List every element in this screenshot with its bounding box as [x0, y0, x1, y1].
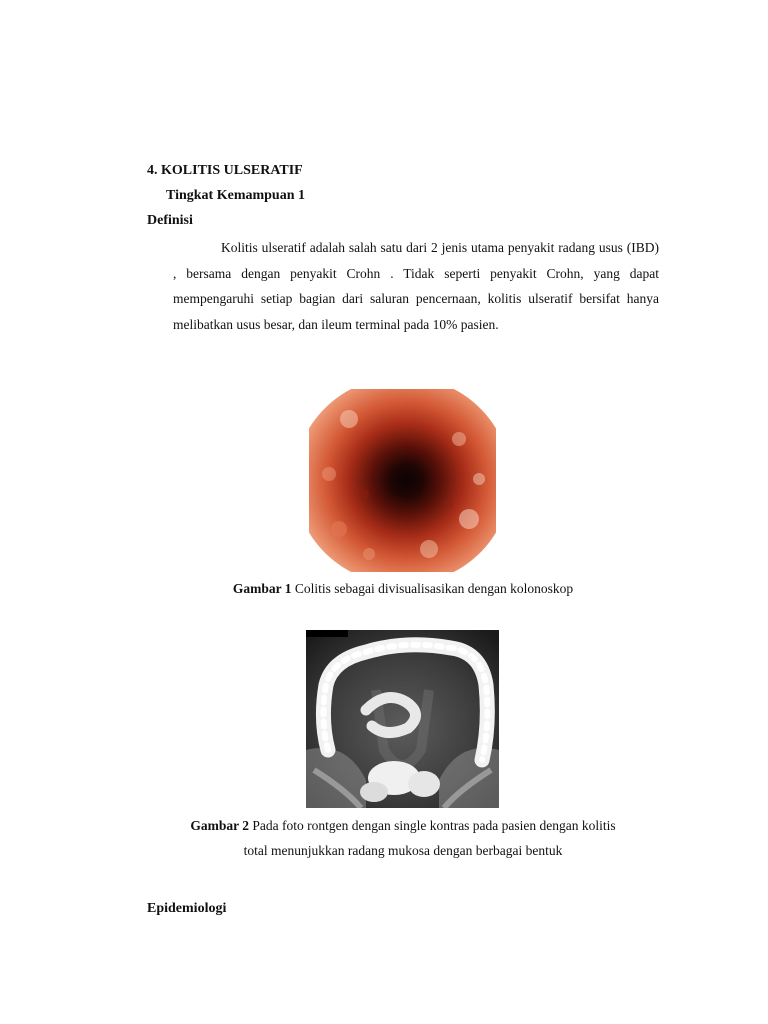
figure2-caption-text-1: Pada foto rontgen dengan single kontras pada pasien dengan kolitis	[252, 818, 616, 833]
figure2-caption-line2: total menunjukkan radang mukosa dengan berbagai bentuk	[243, 843, 563, 858]
figure1-label: Gambar 1	[232, 581, 292, 596]
definition-heading: Definisi	[147, 213, 193, 228]
xray-image	[306, 630, 499, 808]
competency-level: Tingkat Kemampuan 1	[166, 188, 305, 203]
xray-graphic	[306, 630, 499, 808]
figure1-caption-text: Colitis sebagai divisualisasikan dengan kolonoskop	[294, 581, 574, 596]
colonoscopy-image	[309, 389, 496, 572]
definition-paragraph	[173, 235, 659, 337]
section-title: 4. KOLITIS ULSERATIF	[147, 163, 303, 178]
figure2-label: Gambar 2	[190, 818, 249, 833]
definition-text: Kolitis ulseratif adalah salah satu dari 2 jenis utama penyakit radang usus (IBD) , bersama dengan penyakit Crohn . Tidak seperti penyakit Crohn, yang dapat mempengaruhi setiap bagian dari saluran pencernaan, kolitis ulseratif bersifat hanya melibatkan usus besar, dan ileum terminal pada 10% pasien.	[173, 240, 659, 332]
figure2-caption	[148, 813, 658, 863]
colonoscopy-graphic	[309, 389, 496, 572]
figure2-caption-line1	[148, 813, 658, 838]
epidemiology-heading: Epidemiologi	[147, 901, 227, 916]
figure1-caption	[148, 576, 658, 601]
